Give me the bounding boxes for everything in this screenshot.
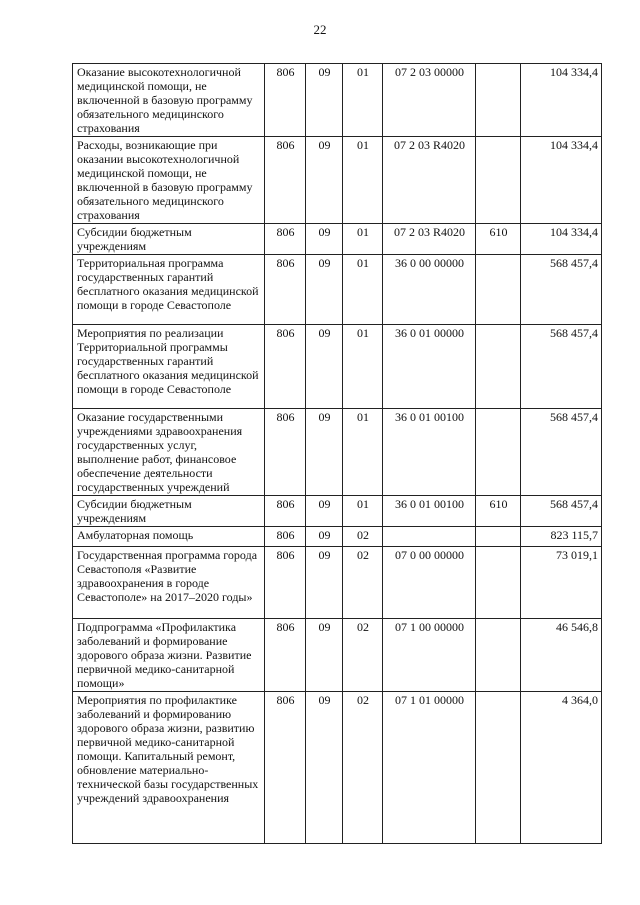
subsection-code: 02 — [343, 547, 383, 619]
amount: 46 546,8 — [521, 619, 602, 692]
row-name: Субсидии бюджетным учреждениям — [73, 496, 265, 527]
subsection-code: 01 — [343, 496, 383, 527]
expense-type-code — [476, 64, 521, 137]
expense-type-code — [476, 527, 521, 547]
subsection-code: 01 — [343, 137, 383, 224]
table-row — [73, 619, 602, 692]
row-name: Мероприятия по реализации Территориальной программы государственных гарантий бесплатного оказания медицинской помощи в городе Севастополе — [73, 325, 265, 409]
section-code: 09 — [306, 255, 343, 325]
subsection-code: 01 — [343, 255, 383, 325]
section-code: 09 — [306, 547, 343, 619]
target-article-code: 07 2 03 R4020 — [383, 137, 476, 224]
expense-type-code — [476, 409, 521, 496]
section-code: 09 — [306, 496, 343, 527]
subsection-code: 01 — [343, 325, 383, 409]
table-row — [73, 224, 602, 255]
table-row — [73, 409, 602, 496]
table-row — [73, 692, 602, 844]
expense-type-code — [476, 619, 521, 692]
target-article-code — [383, 527, 476, 547]
section-code: 09 — [306, 527, 343, 547]
row-name: Мероприятия по профилактике заболеваний и формированию здорового образа жизни, развитию первичной медико-санитарной помощи. Капитальный ремонт, обновление материально-технической базы государственных учреждений здравоохранения — [73, 692, 265, 844]
ministry-code: 806 — [265, 619, 306, 692]
table-row — [73, 137, 602, 224]
ministry-code: 806 — [265, 224, 306, 255]
subsection-code: 02 — [343, 527, 383, 547]
target-article-code: 36 0 01 00100 — [383, 496, 476, 527]
table-row — [73, 64, 602, 137]
target-article-code: 36 0 00 00000 — [383, 255, 476, 325]
amount: 73 019,1 — [521, 547, 602, 619]
amount: 568 457,4 — [521, 255, 602, 325]
expense-type-code: 610 — [476, 224, 521, 255]
expense-type-code — [476, 547, 521, 619]
target-article-code: 07 0 00 00000 — [383, 547, 476, 619]
amount: 104 334,4 — [521, 64, 602, 137]
expense-type-code — [476, 137, 521, 224]
row-name: Амбулаторная помощь — [73, 527, 265, 547]
expense-type-code — [476, 255, 521, 325]
section-code: 09 — [306, 325, 343, 409]
amount: 823 115,7 — [521, 527, 602, 547]
ministry-code: 806 — [265, 64, 306, 137]
expense-type-code: 610 — [476, 496, 521, 527]
row-name: Территориальная программа государственных гарантий бесплатного оказания медицинской помощи в городе Севастополе — [73, 255, 265, 325]
section-code: 09 — [306, 224, 343, 255]
subsection-code: 01 — [343, 409, 383, 496]
section-code: 09 — [306, 619, 343, 692]
amount: 568 457,4 — [521, 409, 602, 496]
row-name: Государственная программа города Севастополя «Развитие здравоохранения в городе Севастополе» на 2017–2020 годы» — [73, 547, 265, 619]
section-code: 09 — [306, 409, 343, 496]
subsection-code: 02 — [343, 692, 383, 844]
target-article-code: 36 0 01 00100 — [383, 409, 476, 496]
ministry-code: 806 — [265, 496, 306, 527]
amount: 104 334,4 — [521, 224, 602, 255]
budget-table — [72, 63, 602, 844]
expense-type-code — [476, 325, 521, 409]
table-row — [73, 255, 602, 325]
section-code: 09 — [306, 692, 343, 844]
table-row — [73, 547, 602, 619]
table-row — [73, 527, 602, 547]
target-article-code: 07 1 00 00000 — [383, 619, 476, 692]
subsection-code: 01 — [343, 64, 383, 137]
table-row — [73, 325, 602, 409]
row-name: Подпрограмма «Профилактика заболеваний и формирование здорового образа жизни. Развитие первичной медико-санитарной помощи» — [73, 619, 265, 692]
table-row — [73, 496, 602, 527]
row-name: Оказание высокотехнологичной медицинской помощи, не включенной в базовую программу обязательного медицинского страхования — [73, 64, 265, 137]
subsection-code: 01 — [343, 224, 383, 255]
ministry-code: 806 — [265, 692, 306, 844]
ministry-code: 806 — [265, 255, 306, 325]
row-name: Оказание государственными учреждениями здравоохранения государственных услуг, выполнение работ, финансовое обеспечение деятельности государственных учреждений — [73, 409, 265, 496]
amount: 568 457,4 — [521, 325, 602, 409]
row-name: Субсидии бюджетным учреждениям — [73, 224, 265, 255]
target-article-code: 36 0 01 00000 — [383, 325, 476, 409]
section-code: 09 — [306, 64, 343, 137]
amount: 104 334,4 — [521, 137, 602, 224]
amount: 4 364,0 — [521, 692, 602, 844]
ministry-code: 806 — [265, 547, 306, 619]
page-number: 22 — [313, 22, 327, 37]
expense-type-code — [476, 692, 521, 844]
ministry-code: 806 — [265, 409, 306, 496]
ministry-code: 806 — [265, 137, 306, 224]
target-article-code: 07 2 03 R4020 — [383, 224, 476, 255]
section-code: 09 — [306, 137, 343, 224]
subsection-code: 02 — [343, 619, 383, 692]
row-name: Расходы, возникающие при оказании высокотехнологичной медицинской помощи, не включенной в базовую программу обязательного медицинского страхования — [73, 137, 265, 224]
ministry-code: 806 — [265, 325, 306, 409]
target-article-code: 07 2 03 00000 — [383, 64, 476, 137]
ministry-code: 806 — [265, 527, 306, 547]
target-article-code: 07 1 01 00000 — [383, 692, 476, 844]
amount: 568 457,4 — [521, 496, 602, 527]
